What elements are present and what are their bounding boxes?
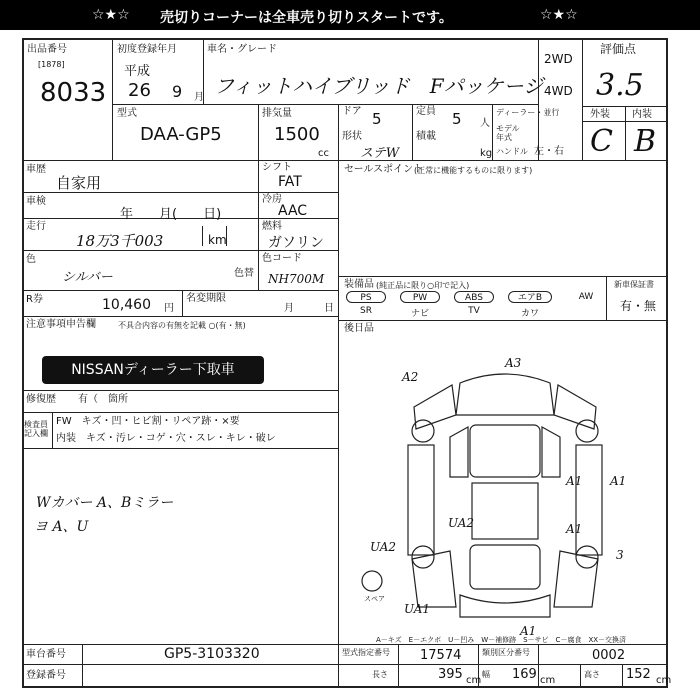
diagram-front-left-fender <box>414 385 456 429</box>
drive-2wd: 2WD <box>544 52 573 66</box>
recycle-label: R券 <box>26 294 43 305</box>
displacement-unit: cc <box>318 148 329 159</box>
diagram-mark-a3: A3 <box>505 356 522 370</box>
diagram-front-hood <box>456 374 554 415</box>
handle-label: ハンドル <box>496 147 528 156</box>
banner-text: 売切りコーナーは全車売り切りスタートです。 <box>160 10 453 26</box>
equip-abs: ABS <box>454 291 494 303</box>
equipment-label: 装備品 <box>344 279 374 290</box>
width-value: 169 <box>512 667 537 682</box>
rating-score: 3.5 <box>596 68 644 103</box>
equip-tv: TV <box>468 306 480 316</box>
diagram-mark-a1-right-rear: A1 <box>566 522 583 536</box>
model-year-label: モデル 年式 <box>496 124 520 142</box>
width-label: 幅 <box>482 670 490 679</box>
diagram-mark-a1-rear: A1 <box>520 624 537 635</box>
diagram-roof <box>472 483 538 539</box>
shift-label: シフト <box>262 162 292 173</box>
notes-sub: 不具合内容の有無を記載 ○(有・無) <box>118 321 246 330</box>
shape-value: ステW <box>360 146 400 161</box>
mileage-label: 走行 <box>26 221 46 232</box>
exterior-grade: C <box>590 124 613 159</box>
capacity-value: 5 <box>452 110 462 128</box>
mileage-value: 18万3千003 <box>76 232 164 250</box>
handwritten-line2: ヨ A、U <box>34 519 89 535</box>
color-tone-label: 色替 <box>234 268 254 279</box>
doors-value: 5 <box>372 110 382 128</box>
repair-value: 有（ 箇所 <box>78 394 128 405</box>
load-unit: kg <box>480 148 493 159</box>
diagram-spare-tire <box>362 571 382 591</box>
inspector-row2: 内装 キズ・汚レ・コゲ・穴・スレ・キレ・破レ <box>56 433 276 444</box>
diagram-legend: A－キズ E－エクボ U－凹み W－補修跡 S－サビ C－腐食 XX－交換済 <box>376 636 627 644</box>
class-value: 0002 <box>592 648 626 663</box>
diagram-wheel-fl <box>412 420 434 442</box>
lot-label: 出品番号 <box>27 44 67 55</box>
diagram-mark-a2: A2 <box>402 370 419 384</box>
banner <box>0 0 700 30</box>
height-value: 152 <box>626 667 651 682</box>
type-spec-value: 17574 <box>420 648 462 663</box>
after-label: 後日品 <box>344 323 374 334</box>
sales-point-sub: (正常に機能するものに限ります) <box>414 166 533 175</box>
mileage-unit: km <box>208 233 227 247</box>
equip-sr: SR <box>360 306 372 316</box>
transfer-month: 月 <box>284 303 294 314</box>
dealer-trade-in-badge: NISSANディーラー下取車 <box>42 356 264 384</box>
usage-value: 自家用 <box>56 174 102 192</box>
shift-value: FAT <box>278 174 302 190</box>
chassis-label: 車台番号 <box>26 649 66 660</box>
color-code-label: 色コード <box>262 253 302 264</box>
registration-era: 平成 <box>124 64 151 79</box>
equip-airbag: エアB <box>508 291 552 303</box>
shape-label: 形状 <box>342 131 362 142</box>
diagram-rear-glass <box>470 545 540 589</box>
model-label: 型式 <box>117 108 137 119</box>
diagram-right-doors <box>576 445 602 555</box>
recycle-unit: 円 <box>164 303 174 314</box>
load-label: 積載 <box>416 131 436 142</box>
inspection-label: 車検 <box>26 196 46 207</box>
banner-stars-left: ☆★☆ <box>92 7 130 23</box>
lot-number: 8033 <box>40 78 107 108</box>
diagram-front-right-fender <box>554 385 596 429</box>
interior-grade: B <box>634 124 657 159</box>
diagram-mark-ua2-roof: UA2 <box>448 516 475 530</box>
ac-label: 冷房 <box>262 194 282 205</box>
type-spec-label: 型式指定番号 <box>342 648 390 657</box>
equip-navi: ナビ <box>410 309 429 319</box>
inspector-row1: FW キズ・凹・ヒビ割・リペア跡・×要 <box>56 416 240 427</box>
capacity-unit: 人 <box>480 118 490 129</box>
length-label: 長さ <box>372 670 388 679</box>
displacement-label: 排気量 <box>262 108 292 119</box>
notes-label: 注意事項申告欄 <box>26 319 96 330</box>
diagram-rear-bumper <box>460 595 550 617</box>
lot-sub: [1878] <box>38 60 65 69</box>
warranty-label: 新車保証書 <box>614 280 654 289</box>
registration-month-unit: 月 <box>194 92 204 103</box>
displacement-value: 1500 <box>274 124 320 145</box>
sales-point-label: セールスポイント <box>344 164 424 175</box>
equip-ps: PS <box>346 291 386 303</box>
class-label: 類別区分番号 <box>482 648 530 657</box>
diagram-mark-a1-right-front: A1 <box>566 474 583 488</box>
rating-label: 評価点 <box>600 42 637 56</box>
color-value: シルバー <box>62 270 113 285</box>
chassis-value: GP5-3103320 <box>164 646 260 662</box>
warranty-value: 有・無 <box>620 299 657 313</box>
height-label: 高さ <box>584 670 600 679</box>
car-name-value: フィットハイブリッド Fパッケージ <box>214 74 544 98</box>
transfer-day: 日 <box>324 303 334 314</box>
handle-value: 左・右 <box>534 146 564 157</box>
diagram-mark-a1-right-side: A1 <box>610 474 627 488</box>
equip-pw: PW <box>400 291 440 303</box>
exterior-label: 外装 <box>590 109 610 120</box>
diagram-spare-label: スペア <box>364 595 385 603</box>
car-name-label: 車名・グレード <box>207 44 277 55</box>
fuel-value: ガソリン <box>268 235 324 251</box>
model-value: DAA-GP5 <box>140 124 222 145</box>
diagram-wheel-fr <box>576 420 598 442</box>
ac-value: AAC <box>278 203 308 219</box>
registration-month: 9 <box>172 82 183 101</box>
width-unit: cm <box>540 675 556 686</box>
diagram-mark-ua1: UA1 <box>404 602 431 616</box>
inspection-value: 年 月( 日) <box>120 207 222 222</box>
height-unit: cm <box>656 675 672 686</box>
interior-label: 内装 <box>632 109 652 120</box>
capacity-label: 定員 <box>416 106 436 117</box>
drive-4wd: 4WD <box>544 84 573 98</box>
color-code-value: NH700M <box>268 272 325 286</box>
diagram-left-a-pillar <box>450 427 468 477</box>
equip-leather: カワ <box>520 309 539 319</box>
inspector-label: 検査員 記入欄 <box>24 420 48 438</box>
usage-label: 車歴 <box>26 164 46 175</box>
recycle-value: 10,460 <box>102 297 151 313</box>
damage-diagram <box>340 345 666 635</box>
diagram-mark-3: 3 <box>616 548 624 562</box>
equipment-sub: (純正品に限り○印で記入) <box>376 281 470 290</box>
registration-year: 26 <box>128 80 151 101</box>
fuel-label: 燃料 <box>262 221 282 232</box>
diagram-left-doors <box>408 445 434 555</box>
repair-label: 修復歴 <box>26 394 56 405</box>
reg-number-label: 登録番号 <box>26 670 66 681</box>
transfer-label: 名変期限 <box>186 293 226 304</box>
handwritten-line1: Wカバー A、Bミラー <box>36 495 174 511</box>
diagram-mark-ua2-left: UA2 <box>370 540 397 554</box>
color-label: 色 <box>26 254 36 265</box>
length-unit: cm <box>466 675 482 686</box>
banner-stars-right: ☆★☆ <box>540 7 578 23</box>
diagram-right-a-pillar <box>542 427 560 477</box>
doors-label: ドア <box>342 106 362 117</box>
registration-label: 初度登録年月 <box>117 44 177 55</box>
equip-aw: AW <box>578 292 594 302</box>
length-value: 395 <box>438 667 463 682</box>
diagram-windshield <box>470 425 540 477</box>
dealer-parallel-label: ディーラー・並行 <box>496 108 560 117</box>
